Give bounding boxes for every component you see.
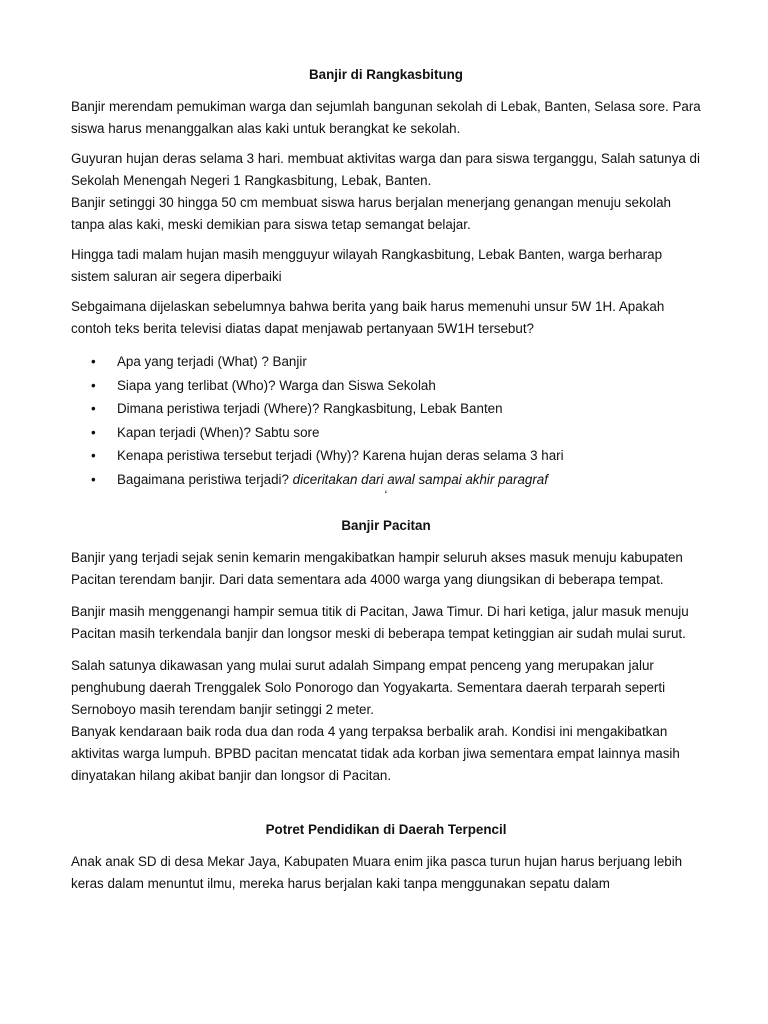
list-item bbox=[71, 468, 701, 492]
paragraph: Banjir merendam pemukiman warga dan sejumlah bangunan sekolah di Lebak, Banten, Selasa sore. Para siswa harus menanggalkan alas kaki untuk berangkat ke sekolah. bbox=[71, 99, 701, 136]
list-item: • Kapan terjadi (When)? Sabtu sore bbox=[71, 421, 701, 445]
article-title-potret-pendidikan: Potret Pendidikan di Daerah Terpencil bbox=[265, 822, 507, 837]
stray-mark: ‘ bbox=[384, 488, 388, 502]
paragraph: Guyuran hujan deras selama 3 hari. membuat aktivitas warga dan para siswa terganggu, Salah satunya di Sekolah Menengah Negeri 1 Rangkasbitung, Lebak, Banten. bbox=[71, 151, 700, 188]
paragraph: Salah satunya dikawasan yang mulai surut adalah Simpang empat penceng yang merupakan jalur penghubung daerah Trenggalek Solo Ponorogo dan Yogyakarta. Sementara daerah terparah seperti Sernoboyo masih terendam banjir setinggi 2 meter. bbox=[71, 658, 666, 717]
paragraph: Banjir setinggi 30 hingga 50 cm membuat siswa harus berjalan menerjang genangan menuju sekolah tanpa alas kaki, meski demikian para siswa tetap semangat belajar. bbox=[71, 195, 671, 232]
paragraph: Hingga tadi malam hujan masih mengguyur wilayah Rangkasbitung, Lebak Banten, warga berharap sistem saluran air segera diperbaiki bbox=[71, 247, 663, 284]
list-item-italic-text: diceritakan dari awal sampai akhir paragraf bbox=[292, 471, 548, 487]
paragraph: Banyak kendaraan baik roda dua dan roda 4 yang terpaksa berbalik arah. Kondisi ini mengakibatkan aktivitas warga lumpuh. BPBD pacitan mencatat tidak ada korban jiwa sementara empat lainnya masih dinyatakan hilang akibat banjir dan longsor di Pacitan. bbox=[71, 724, 680, 783]
list-item: • Apa yang terjadi (What) ? Banjir bbox=[71, 350, 701, 374]
paragraph: Sebgaimana dijelaskan sebelumnya bahwa berita yang baik harus memenuhi unsur 5W 1H. Apakah contoh teks berita televisi diatas dapat menjawab pertanyaan 5W1H tersebut? bbox=[71, 299, 665, 336]
paragraph: Anak anak SD di desa Mekar Jaya, Kabupaten Muara enim jika pasca turun hujan harus berjuang lebih keras dalam menuntut ilmu, mereka harus berjalan kaki tanpa menggunakan sepatu dalam bbox=[71, 854, 683, 891]
document-body bbox=[71, 66, 701, 895]
list-item: • Kenapa peristiwa tersebut terjadi (Why)? Karena hujan deras selama 3 hari bbox=[71, 444, 701, 468]
list-item-text: Bagaimana peristiwa terjadi? bbox=[117, 471, 293, 487]
5w1h-list bbox=[71, 350, 701, 491]
list-item: • Siapa yang terlibat (Who)? Warga dan Siswa Sekolah bbox=[71, 374, 701, 398]
list-item: • Dimana peristiwa terjadi (Where)? Rangkasbitung, Lebak Banten bbox=[71, 397, 701, 421]
article-title-rangkasbitung: Banjir di Rangkasbitung bbox=[308, 67, 463, 82]
paragraph: Banjir yang terjadi sejak senin kemarin mengakibatkan hampir seluruh akses masuk menuju kabupaten Pacitan terendam banjir. Dari data sementara ada 4000 warga yang diungsikan di beberapa tempat. bbox=[71, 550, 683, 587]
paragraph: Banjir masih menggenangi hampir semua titik di Pacitan, Jawa Timur. Di hari ketiga, jalur masuk menuju Pacitan masih terkendala banjir dan longsor meski di beberapa tempat ketinggian air sudah mulai surut. bbox=[71, 604, 689, 641]
article-title-pacitan: Banjir Pacitan bbox=[341, 518, 431, 533]
